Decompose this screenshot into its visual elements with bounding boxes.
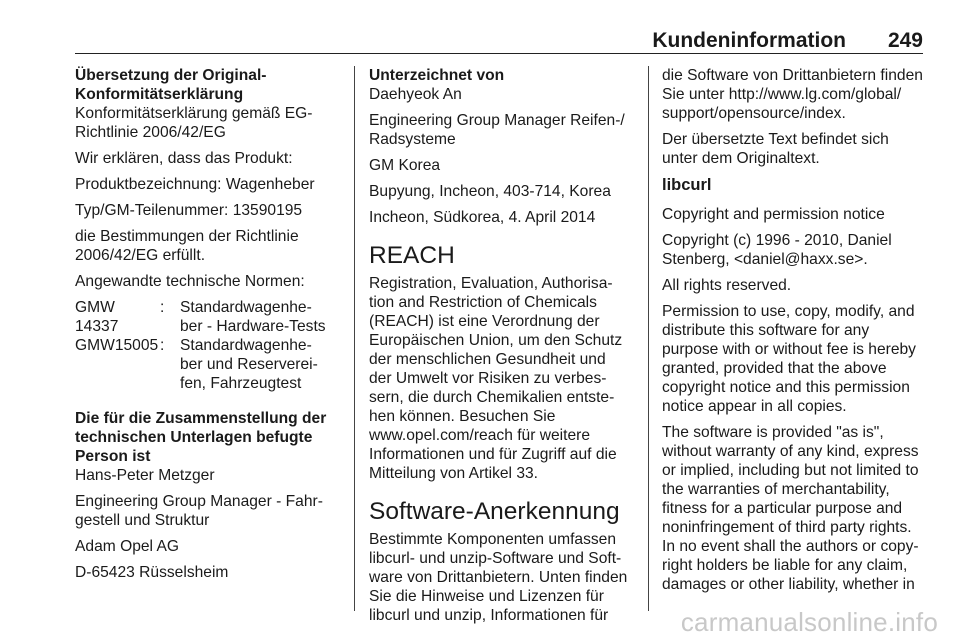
paragraph: Permission to use, copy, modify, and distribute this software for any purpose with or without fee is hereby granted, provided that the above copyright notice and this permission notice appear in all copies. bbox=[662, 303, 916, 415]
paragraph: Copyright (c) 1996 - 2010, Daniel Stenberg, <daniel@haxx.se>. bbox=[662, 232, 892, 268]
column-divider-2 bbox=[648, 66, 649, 611]
paragraph: Konformitätserklärung gemäß EG- Richtlinie 2006/42/EG bbox=[75, 105, 313, 141]
column-divider-1 bbox=[354, 66, 355, 611]
page-header bbox=[75, 24, 923, 54]
norm-code: GMW 14337 bbox=[75, 299, 119, 335]
paragraph: Angewandte technische Normen: bbox=[75, 273, 305, 290]
paragraph: Der übersetzte Text befindet sich unter dem Originaltext. bbox=[662, 131, 889, 167]
paragraph: Daehyeok An bbox=[369, 86, 462, 103]
norm-row bbox=[75, 336, 345, 393]
paragraph: Produktbezeichnung: Wagenheber bbox=[75, 176, 315, 193]
reach-paragraph: Registration, Evaluation, Authorisa- tion and Restriction of Chemicals (REACH) ist eine Verordnung der Europäischen Union, um den Schutz der menschlichen Gesundheit und der Umwelt vor Risiken zu verbes- sern, die durch Chemikalien entste- hen können. Besuchen Sie www.opel.com/reach für weitere Informationen und für Zugriff auf die Mitteilung von Artikel 33. bbox=[369, 275, 623, 482]
page-number: 249 bbox=[887, 29, 923, 52]
column-1 bbox=[75, 66, 345, 589]
paragraph: Copyright and permission notice bbox=[662, 206, 885, 223]
declaration-heading: Übersetzung der Original- Konformitätserklärung bbox=[75, 67, 267, 103]
paragraph: die Bestimmungen der Richtlinie 2006/42/EG erfüllt. bbox=[75, 228, 299, 264]
signed-by-heading: Unterzeichnet von bbox=[369, 67, 505, 84]
paragraph: Typ/GM-Teilenummer: 13590195 bbox=[75, 202, 303, 219]
watermark: carmanualsonline.info bbox=[680, 607, 938, 637]
column-2 bbox=[369, 66, 635, 632]
paragraph: die Software von Drittanbietern finden Sie unter http://www.lg.com/global/ support/opensource/index. bbox=[662, 67, 923, 122]
paragraph: Engineering Group Manager Reifen-/ Radsysteme bbox=[369, 112, 625, 148]
norm-code: GMW15005 bbox=[75, 337, 159, 354]
norm-separator: : bbox=[160, 337, 165, 354]
page-title: Kundeninformation bbox=[652, 29, 846, 52]
paragraph: Hans-Peter Metzger bbox=[75, 467, 215, 484]
paragraph: Engineering Group Manager - Fahr- gestell und Struktur bbox=[75, 493, 323, 529]
paragraph: D-65423 Rüsselsheim bbox=[75, 564, 229, 581]
paragraph: Wir erklären, dass das Produkt: bbox=[75, 150, 293, 167]
paragraph: GM Korea bbox=[369, 157, 441, 174]
software-heading: Software-Anerkennung bbox=[369, 498, 620, 525]
norm-description: Standardwagenhe- ber und Reserverei- fen, Fahrzeugtest bbox=[180, 337, 318, 392]
column-3 bbox=[662, 66, 930, 601]
norms-table bbox=[75, 298, 345, 393]
libcurl-heading: libcurl bbox=[662, 176, 712, 194]
responsible-person-heading: Die für die Zusammenstellung der technischen Unterlagen befugte Person ist bbox=[75, 410, 327, 465]
norm-description: Standardwagenhe- ber - Hardware-Tests bbox=[180, 299, 326, 335]
paragraph: Bupyung, Incheon, 403-714, Korea bbox=[369, 183, 611, 200]
software-paragraph: Bestimmte Komponenten umfassen libcurl- und unzip-Software und Soft- ware von Drittanbietern. Unten finden Sie die Hinweise und Lizenzen für libcurl und unzip, Informationen für bbox=[369, 531, 628, 624]
paragraph: All rights reserved. bbox=[662, 277, 792, 294]
paragraph: The software is provided "as is", without warranty of any kind, express or implied, including but not limited to the warranties of merchantability, fitness for a particular purpose and noninfringement of third party rights. In no event shall the authors or copy- right holders be liable for any claim, damages or other liability, whether in bbox=[662, 424, 919, 593]
paragraph: Adam Opel AG bbox=[75, 538, 180, 555]
norm-separator: : bbox=[160, 299, 165, 316]
reach-heading: REACH bbox=[369, 242, 455, 269]
norm-row bbox=[75, 298, 345, 336]
paragraph: Incheon, Südkorea, 4. April 2014 bbox=[369, 209, 596, 226]
